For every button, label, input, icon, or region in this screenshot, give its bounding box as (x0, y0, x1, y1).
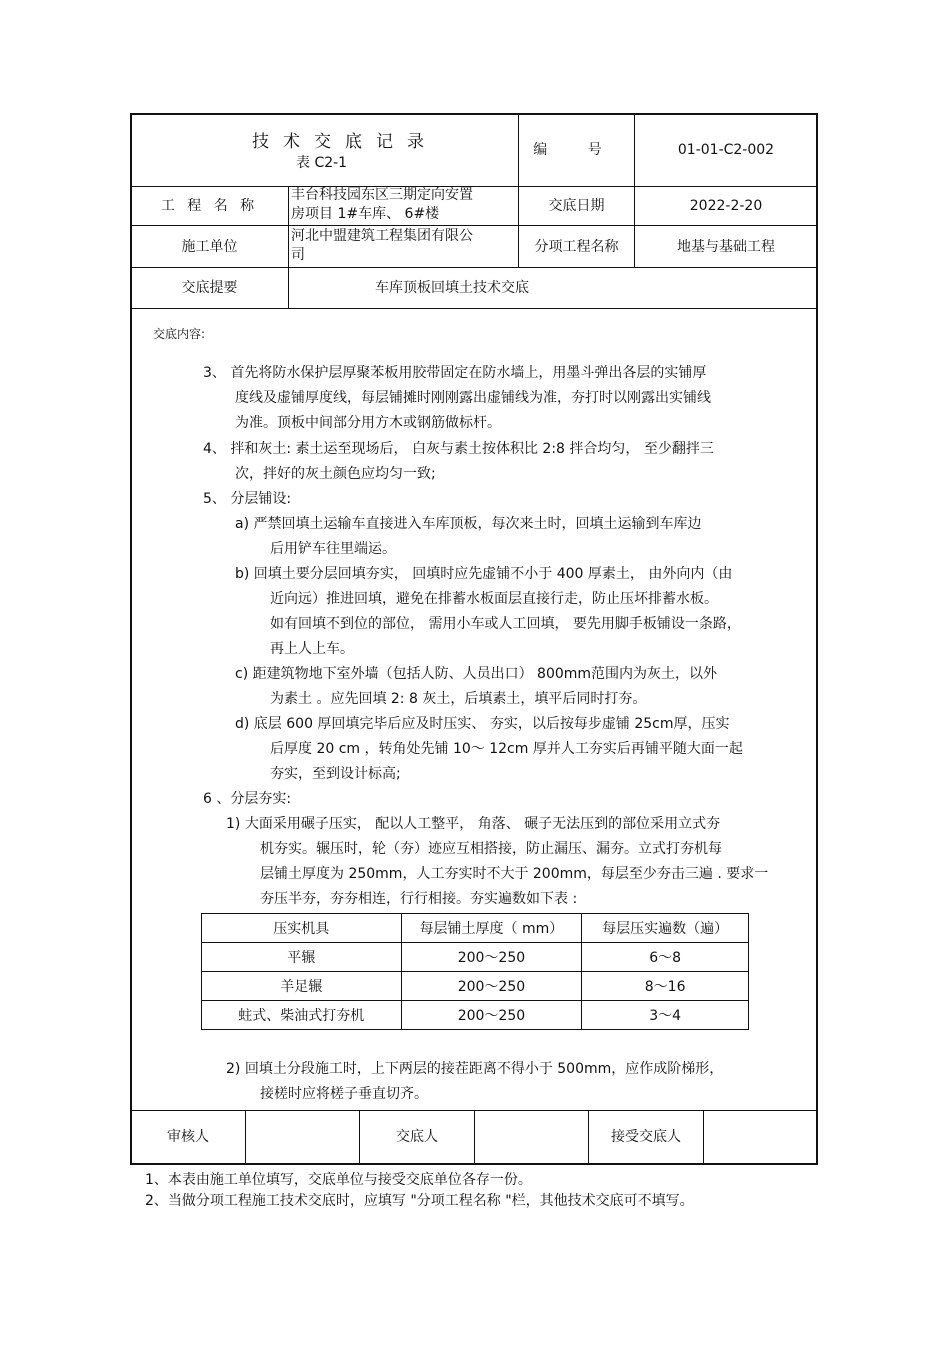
date-label: 交底日期 (548, 198, 605, 214)
compaction-table (201, 913, 749, 1030)
page-title: 技术交底记录 (252, 132, 438, 152)
content-line: 再上人上车。 (270, 641, 354, 657)
table-cell: 3～4 (582, 1001, 749, 1030)
table-row (202, 972, 749, 1001)
discloser-label: 交底人 (396, 1129, 438, 1145)
content-line: 后厚度 20 cm ，转角处先铺 10～ 12cm 厚并人工夯实后再铺平随大面一起 (270, 741, 743, 757)
content-line: b) 回填土要分层回填夯实， 回填时应先虚铺不小于 400 厚素土， 由外向内（由 (235, 566, 733, 582)
content-line: 为准。顶板中间部分用方木或钢筋做标杆。 (235, 415, 501, 431)
content-line: 1) 大面采用碾子压实， 配以人工整平， 角落、 碾子无法压到的部位采用立式夯 (226, 816, 721, 832)
content-line: 次，拌好的灰土颜色应均匀一致; (235, 466, 436, 482)
number-label: 编 号 (533, 142, 620, 158)
summary-label: 交底提要 (181, 280, 238, 296)
reviewer-signature-field[interactable] (246, 1111, 359, 1163)
form-number: 表 C2-1 (296, 155, 348, 171)
summary-value: 车库顶板回填土技术交底 (375, 280, 529, 296)
unit-value (291, 227, 473, 265)
footnote: 1、本表由施工单位填写，交底单位与接受交底单位各存一份。 (145, 1172, 532, 1188)
content-line: a) 严禁回填土运输车直接进入车库顶板，每次来土时，回填土运输到车库边 (235, 516, 702, 532)
project-label: 工 程 名 称 (160, 198, 259, 214)
content-line: 夯实，至到设计标高; (270, 766, 401, 782)
unit-value-line-2: 司 (291, 247, 305, 263)
project-value (291, 186, 473, 224)
content-line: 2) 回填土分段施工时，上下两层的接茬距离不得小于 500mm，应作成阶梯形， (226, 1061, 724, 1077)
table-cell: 6～8 (582, 943, 749, 972)
table-header-row (202, 914, 749, 943)
table-cell: 羊足辗 (202, 972, 402, 1001)
rule-summary (130, 308, 818, 309)
table-cell: 蛀式、柴油式打夯机 (202, 1001, 402, 1030)
content-line: c) 距建筑物地下室外墙（包括人防、人员出口） 800mm范围内为灰土，以外 (235, 666, 718, 682)
content-line: 3、 首先将防水保护层厚聚苯板用胶带固定在防水墙上，用墨斗弹出各层的实铺厚 (203, 365, 707, 381)
table-row (202, 943, 749, 972)
footnote: 2、当做分项工程施工技术交底时，应填写 "分项工程名称 "栏，其他技术交底可不填写。 (145, 1193, 694, 1209)
content-line: 夯压半夯，夯夯相连，行行相接。夯实遍数如下表 : (260, 891, 578, 907)
table-header-cell: 每层压实遍数（遍） (582, 914, 749, 943)
table-cell: 平辗 (202, 943, 402, 972)
table-header-cell: 压实机具 (202, 914, 402, 943)
content-line: 6 、分层夯实: (203, 791, 292, 807)
content-label: 交底内容: (153, 327, 206, 341)
content-line: d) 底层 600 厚回填完毕后应及时压实、 夯实，以后按每步虚铺 25cm厚，压实 (235, 716, 730, 732)
table-header-cell: 每层铺土厚度（ mm） (401, 914, 582, 943)
content-line: 5、 分层铺设: (203, 491, 292, 507)
content-line: 如有回填不到位的部位， 需用小车或人工回填， 要先用脚手板铺设一条路， (270, 616, 741, 632)
content-line: 后用铲车往里端运。 (270, 541, 396, 557)
content-line: 层铺土厚度为 250mm，人工夯实时不大于 200mm，每层至少夯击三遍 . 要求一 (260, 866, 769, 882)
table-row (202, 1001, 749, 1030)
rule-v-left (288, 186, 289, 308)
content-line: 度线及虚铺厚度线，每层铺摊时刚刚露出虚铺线为准，夯打时以刚露出实铺线 (235, 390, 711, 406)
content-line: 为素土 。应先回填 2: 8 灰土，后填素土，填平后同时打夯。 (270, 691, 647, 707)
table-cell: 200～250 (401, 972, 582, 1001)
number-value: 01-01-C2-002 (677, 142, 775, 158)
content-line: 近向远）推进回填，避免在排蓄水板面层直接行走，防止压坏排蓄水板。 (270, 591, 718, 607)
content-line: 4、 拌和灰土: 素土运至现场后， 白灰与素土按体积比 2:8 拌合均匀， 至少翻拌三 (203, 441, 714, 457)
receiver-signature-field[interactable] (704, 1111, 817, 1163)
project-value-line-2: 房项目 1#车库、 6#楼 (291, 206, 440, 222)
receiver-label: 接受交底人 (611, 1129, 681, 1145)
subproject-value: 地基与基础工程 (677, 238, 775, 255)
content-line: 机夯实。辗压时，轮（夯）迹应互相搭接，防止漏压、漏夯。立式打夯机每 (260, 841, 722, 857)
unit-value-line-1: 河北中盟建筑工程集团有限公 (291, 228, 473, 244)
reviewer-label: 审核人 (167, 1129, 209, 1145)
unit-label: 施工单位 (181, 238, 238, 255)
date-value: 2022-2-20 (689, 198, 763, 214)
project-value-line-1: 丰台科技园东区三期定向安置 (291, 187, 473, 203)
discloser-signature-field[interactable] (475, 1111, 588, 1163)
subproject-label: 分项工程名称 (534, 238, 619, 255)
table-cell: 200～250 (401, 1001, 582, 1030)
table-cell: 200～250 (401, 943, 582, 972)
table-cell: 8～16 (582, 972, 749, 1001)
content-line: 接槎时应将槎子垂直切齐。 (260, 1086, 428, 1102)
